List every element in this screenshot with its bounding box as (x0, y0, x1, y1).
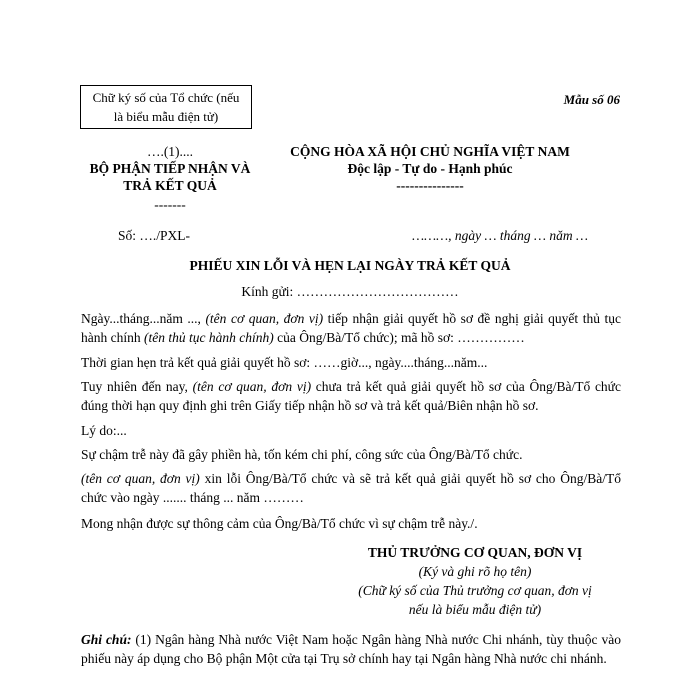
p1-text-c: tiếp nhận giải quyết hồ sơ đề nghị giải quyết thủ tục hành chính (81, 311, 621, 345)
footnote-label: Ghi chú (81, 632, 127, 647)
place-date-line: ………, ngày … tháng … năm … (412, 228, 588, 243)
p1-text-a: Ngày...tháng...năm ..., (81, 311, 206, 326)
footnote-colon: : (126, 632, 132, 647)
recipient-line: Kính gửi: ……………………………… (241, 284, 459, 299)
p1-text-e: của Ông/Bà/Tổ chức); mã hồ sơ: …………… (273, 330, 525, 345)
footnote-text: (1) Ngân hàng Nhà nước Việt Nam hoặc Ngân hàng Nhà nước Chi nhánh, tùy thuộc vào phiếu này áp dụng cho Bộ phận Một cửa tại Trụ sở chính hay tại Ngân hàng Nhà nước chi nhánh. (81, 632, 621, 666)
right-header-divider: --------------- (396, 178, 464, 193)
p6-text-b: xin lỗi Ông/Bà/Tổ chức và sẽ trả kết quả giải quyết hồ sơ cho Ông/Bà/Tổ chức vào ngày ....... tháng ... năm ……… (81, 471, 621, 505)
republic-name: CỘNG HÒA XÃ HỘI CHỦ NGHĨA VIỆT NAM (290, 144, 570, 159)
p1-procedure-placeholder: (tên thủ tục hành chính) (144, 330, 274, 345)
department-name (70, 160, 270, 194)
paragraph-apology (81, 469, 621, 507)
department-name-line1: BỘ PHẬN TIẾP NHẬN VÀ (89, 161, 251, 176)
paragraph-inconvenience: Sự chậm trễ này đã gây phiền hà, tốn kém chi phí, công sức của Ông/Bà/Tổ chức. (81, 447, 523, 462)
signature-box-line1: Chữ ký số của Tổ chức (nếu (92, 90, 240, 105)
paragraph-appointment-time: Thời gian hẹn trả kết quả giải quyết hồ sơ: ……giờ..., ngày....tháng...năm... (81, 355, 488, 370)
paragraph-closing: Mong nhận được sự thông cảm của Ông/Bà/Tổ chức vì sự chậm trễ này./. (81, 516, 478, 531)
department-ref: ….(1).... (146, 144, 194, 159)
national-header (260, 143, 600, 194)
p3-text-a: Tuy nhiên đến nay, (81, 379, 193, 394)
p1-agency-placeholder: (tên cơ quan, đơn vị) (205, 311, 324, 326)
document-title: PHIẾU XIN LỖI VÀ HẸN LẠI NGÀY TRẢ KẾT QUẢ (189, 258, 511, 273)
document-number: Số: …./PXL- (118, 228, 191, 243)
signer-title: THỦ TRƯỞNG CƠ QUAN, ĐƠN VỊ (367, 545, 583, 560)
signing-instruction: (Ký và ghi rõ họ tên) (418, 564, 532, 579)
issuing-department-header (70, 143, 270, 213)
organization-signature-box (80, 85, 252, 129)
form-number: Mẫu số 06 (563, 92, 620, 107)
national-motto: Độc lập - Tự do - Hạnh phúc (347, 161, 513, 176)
p6-agency-placeholder: (tên cơ quan, đơn vị) (81, 471, 200, 486)
digital-signature-note-line2: nếu là biểu mẫu điện tử) (408, 602, 542, 617)
paragraph-receipt (81, 309, 621, 347)
signature-box-line2: là biểu mẫu điện tử) (113, 109, 219, 124)
digital-signature-note-line1: (Chữ ký số của Thủ trưởng cơ quan, đơn vị (358, 583, 592, 598)
left-header-divider: ------- (154, 197, 186, 212)
p3-text-c: chưa trả kết quả giải quyết hồ sơ của Ông/Bà/Tổ chức đúng thời hạn quy định ghi trên Giấy tiếp nhận hồ sơ và trả kết quả/Biên nhận hồ sơ. (81, 379, 621, 413)
signature-block (330, 543, 620, 619)
footnote (81, 630, 621, 668)
paragraph-delay (81, 377, 621, 415)
paragraph-reason: Lý do:... (81, 423, 127, 438)
department-name-line2: TRẢ KẾT QUẢ (123, 178, 217, 193)
p3-agency-placeholder: (tên cơ quan, đơn vị) (192, 379, 312, 394)
